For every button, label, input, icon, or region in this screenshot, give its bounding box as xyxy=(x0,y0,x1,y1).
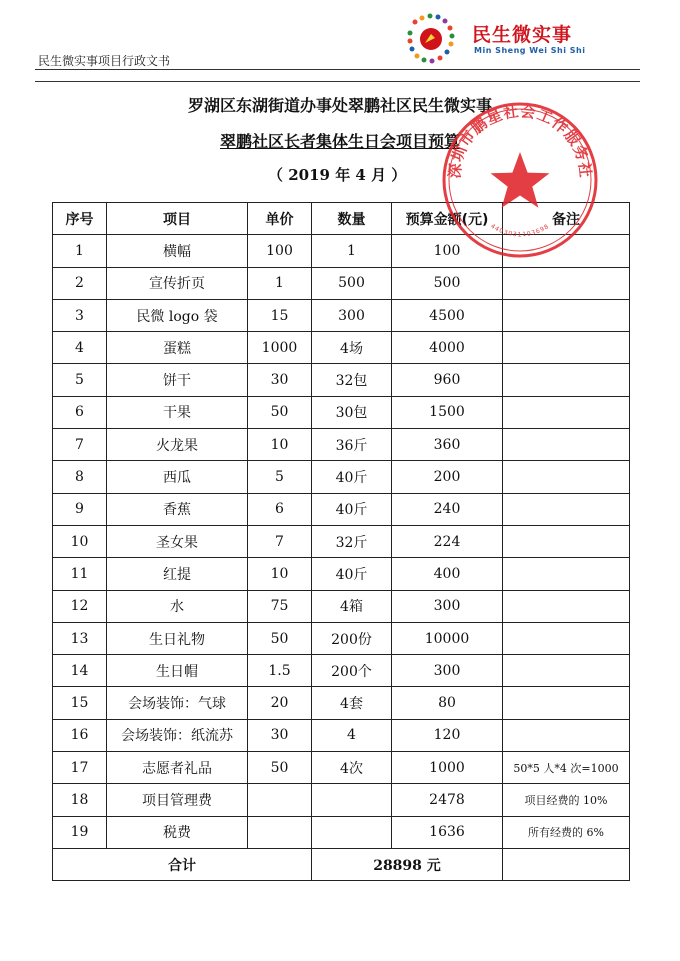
row-unit-price: 50 xyxy=(248,622,312,654)
row-budget-amount: 4000 xyxy=(392,332,503,364)
row-remarks xyxy=(503,299,630,331)
row-remarks xyxy=(503,332,630,364)
row-item: 横幅 xyxy=(107,235,248,267)
row-quantity: 4箱 xyxy=(312,590,392,622)
column-header-remarks: 备注 xyxy=(503,203,630,235)
row-unit-price: 100 xyxy=(248,235,312,267)
row-item: 饼干 xyxy=(107,364,248,396)
row-unit-price: 50 xyxy=(248,396,312,428)
row-quantity: 4 xyxy=(312,719,392,751)
star-icon xyxy=(491,152,550,208)
row-index: 5 xyxy=(53,364,107,396)
row-item: 生日礼物 xyxy=(107,622,248,654)
row-index: 2 xyxy=(53,267,107,299)
table-row xyxy=(53,396,630,428)
row-unit-price: 1 xyxy=(248,267,312,299)
table-row xyxy=(53,816,630,848)
row-budget-amount: 4500 xyxy=(392,299,503,331)
seal-text: 深圳市鹏星社会工作服务社 xyxy=(445,102,595,180)
total-row xyxy=(53,848,630,880)
row-quantity: 4套 xyxy=(312,687,392,719)
document-series-label: 民生微实事项目行政文书 xyxy=(38,54,171,68)
total-value: 28898 元 xyxy=(312,848,503,880)
row-index: 7 xyxy=(53,429,107,461)
row-quantity: 36斤 xyxy=(312,429,392,461)
row-budget-amount: 224 xyxy=(392,525,503,557)
row-quantity: 40斤 xyxy=(312,461,392,493)
row-unit-price: 10 xyxy=(248,558,312,590)
row-unit-price xyxy=(248,816,312,848)
row-remarks xyxy=(503,719,630,751)
header-divider xyxy=(35,69,640,70)
row-unit-price: 5 xyxy=(248,461,312,493)
budget-table xyxy=(52,202,630,881)
row-remarks xyxy=(503,364,630,396)
table-row xyxy=(53,784,630,816)
row-index: 18 xyxy=(53,784,107,816)
row-item: 民微 logo 袋 xyxy=(107,299,248,331)
row-remarks xyxy=(503,687,630,719)
row-quantity: 200个 xyxy=(312,655,392,687)
row-item: 会场装饰：纸流苏 xyxy=(107,719,248,751)
row-unit-price: 30 xyxy=(248,364,312,396)
row-quantity: 32包 xyxy=(312,364,392,396)
row-index: 17 xyxy=(53,752,107,784)
logo-subtitle: Min Sheng Wei Shi Shi xyxy=(474,46,586,55)
column-header-quantity: 数量 xyxy=(312,203,392,235)
table-row xyxy=(53,719,630,751)
row-quantity: 40斤 xyxy=(312,558,392,590)
row-budget-amount: 240 xyxy=(392,493,503,525)
logo-text: 民生微实事 xyxy=(472,24,573,46)
row-unit-price: 7 xyxy=(248,525,312,557)
row-quantity xyxy=(312,816,392,848)
row-quantity: 4场 xyxy=(312,332,392,364)
row-budget-amount: 960 xyxy=(392,364,503,396)
seal-code: 4403031103698 xyxy=(489,222,551,239)
row-remarks xyxy=(503,429,630,461)
row-index: 8 xyxy=(53,461,107,493)
row-unit-price: 20 xyxy=(248,687,312,719)
row-item: 西瓜 xyxy=(107,461,248,493)
row-item: 会场装饰：气球 xyxy=(107,687,248,719)
row-quantity: 1 xyxy=(312,235,392,267)
row-item: 宣传折页 xyxy=(107,267,248,299)
row-index: 1 xyxy=(53,235,107,267)
row-unit-price: 30 xyxy=(248,719,312,751)
row-unit-price: 1000 xyxy=(248,332,312,364)
row-budget-amount: 120 xyxy=(392,719,503,751)
row-remarks: 所有经费的 6% xyxy=(503,816,630,848)
row-budget-amount: 1636 xyxy=(392,816,503,848)
row-budget-amount: 500 xyxy=(392,267,503,299)
table-row xyxy=(53,558,630,590)
row-unit-price: 6 xyxy=(248,493,312,525)
row-budget-amount: 360 xyxy=(392,429,503,461)
row-item: 水 xyxy=(107,590,248,622)
row-unit-price: 10 xyxy=(248,429,312,461)
header-divider xyxy=(35,81,640,82)
row-remarks: 项目经费的 10% xyxy=(503,784,630,816)
row-budget-amount: 1000 xyxy=(392,752,503,784)
total-remarks xyxy=(503,848,630,880)
row-unit-price: 50 xyxy=(248,752,312,784)
row-index: 3 xyxy=(53,299,107,331)
row-item: 香蕉 xyxy=(107,493,248,525)
table-row xyxy=(53,687,630,719)
row-budget-amount: 300 xyxy=(392,655,503,687)
row-item: 火龙果 xyxy=(107,429,248,461)
document-title: 罗湖区东湖街道办事处翠鹏社区民生微实事 xyxy=(187,96,492,115)
row-index: 4 xyxy=(53,332,107,364)
column-header-index: 序号 xyxy=(53,203,107,235)
row-remarks xyxy=(503,235,630,267)
row-quantity: 40斤 xyxy=(312,493,392,525)
budget-title: 翠鹏社区长者集体生日会项目预算 xyxy=(219,132,460,151)
table-row xyxy=(53,622,630,654)
row-index: 19 xyxy=(53,816,107,848)
column-header-item: 项目 xyxy=(107,203,248,235)
row-index: 6 xyxy=(53,396,107,428)
total-label: 合计 xyxy=(53,848,312,880)
table-row xyxy=(53,332,630,364)
row-index: 13 xyxy=(53,622,107,654)
row-remarks xyxy=(503,590,630,622)
budget-date: （ 2019 年 4 月 ） xyxy=(268,166,407,184)
row-quantity: 500 xyxy=(312,267,392,299)
row-quantity: 30包 xyxy=(312,396,392,428)
row-quantity: 4次 xyxy=(312,752,392,784)
table-row xyxy=(53,429,630,461)
row-item: 红提 xyxy=(107,558,248,590)
table-row xyxy=(53,299,630,331)
table-row xyxy=(53,235,630,267)
table-row xyxy=(53,493,630,525)
row-remarks xyxy=(503,461,630,493)
row-budget-amount: 400 xyxy=(392,558,503,590)
row-quantity: 32斤 xyxy=(312,525,392,557)
row-quantity: 300 xyxy=(312,299,392,331)
row-budget-amount: 100 xyxy=(392,235,503,267)
row-remarks xyxy=(503,396,630,428)
row-budget-amount: 1500 xyxy=(392,396,503,428)
row-index: 10 xyxy=(53,525,107,557)
row-item: 生日帽 xyxy=(107,655,248,687)
table-row xyxy=(53,461,630,493)
row-unit-price: 75 xyxy=(248,590,312,622)
table-row xyxy=(53,590,630,622)
row-unit-price: 15 xyxy=(248,299,312,331)
row-remarks xyxy=(503,622,630,654)
table-row xyxy=(53,752,630,784)
table-row xyxy=(53,525,630,557)
row-budget-amount: 2478 xyxy=(392,784,503,816)
row-item: 税费 xyxy=(107,816,248,848)
row-remarks xyxy=(503,267,630,299)
row-remarks xyxy=(503,655,630,687)
table-row xyxy=(53,364,630,396)
table-header-row xyxy=(53,203,630,235)
row-index: 14 xyxy=(53,655,107,687)
row-item: 志愿者礼品 xyxy=(107,752,248,784)
table-row xyxy=(53,655,630,687)
column-header-budget-amount: 预算金额(元) xyxy=(392,203,503,235)
row-unit-price: 1.5 xyxy=(248,655,312,687)
row-quantity xyxy=(312,784,392,816)
row-budget-amount: 200 xyxy=(392,461,503,493)
row-budget-amount: 80 xyxy=(392,687,503,719)
row-budget-amount: 10000 xyxy=(392,622,503,654)
row-index: 11 xyxy=(53,558,107,590)
table-row xyxy=(53,267,630,299)
row-budget-amount: 300 xyxy=(392,590,503,622)
row-unit-price xyxy=(248,784,312,816)
row-item: 圣女果 xyxy=(107,525,248,557)
row-quantity: 200份 xyxy=(312,622,392,654)
column-header-unit-price: 单价 xyxy=(248,203,312,235)
row-index: 9 xyxy=(53,493,107,525)
row-index: 16 xyxy=(53,719,107,751)
row-remarks: 50*5 人*4 次=1000 xyxy=(503,752,630,784)
row-item: 项目管理费 xyxy=(107,784,248,816)
row-index: 15 xyxy=(53,687,107,719)
row-remarks xyxy=(503,493,630,525)
row-item: 蛋糕 xyxy=(107,332,248,364)
row-remarks xyxy=(503,558,630,590)
row-item: 干果 xyxy=(107,396,248,428)
row-index: 12 xyxy=(53,590,107,622)
row-remarks xyxy=(503,525,630,557)
